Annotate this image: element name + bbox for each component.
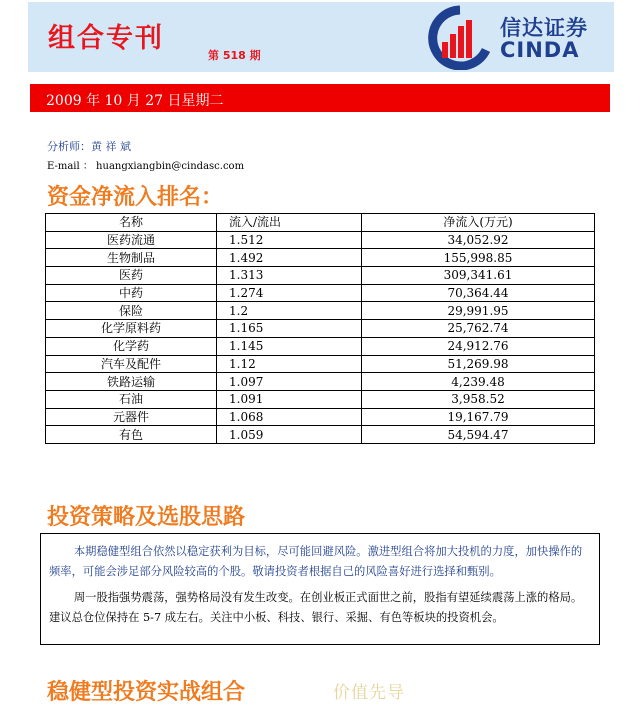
cell-ratio: 1.145 (217, 337, 362, 355)
cell-ratio: 1.313 (217, 267, 362, 285)
cell-name: 化学药 (46, 337, 217, 355)
cell-ratio: 1.068 (217, 408, 362, 426)
portfolio-section-title: 稳健型投资实战组合 (47, 680, 246, 705)
cell-ratio: 1.097 (217, 373, 362, 391)
cell-name: 石油 (46, 390, 217, 408)
cell-net-inflow: 309,341.61 (362, 267, 595, 285)
ranking-section-title: 资金净流入排名： (47, 185, 224, 210)
table-row (46, 373, 595, 391)
table-row (46, 302, 595, 320)
strategy-paragraph-1: 本期稳健型组合依然以稳定获利为目标，尽可能回避风险。激进型组合将加大投机的力度，加快操作的频率，可能会涉足部分风险较高的个股。敬请投资者根据自己的风险喜好进行选择和甄别。 (49, 545, 583, 578)
report-title: 组合专刊 (48, 23, 164, 54)
report-header (28, 2, 614, 72)
cell-name: 中药 (46, 284, 217, 302)
cell-name: 生物制品 (46, 249, 217, 267)
header-net-inflow: 净流入(万元) (362, 214, 595, 232)
net-inflow-table (45, 213, 595, 444)
cinda-logo (420, 4, 610, 70)
table-header-row (46, 214, 595, 232)
cell-name: 有色 (46, 426, 217, 444)
logo-english-text: CINDA (500, 38, 580, 62)
cell-ratio: 1.274 (217, 284, 362, 302)
table-row (46, 355, 595, 373)
strategy-text-box (40, 533, 600, 645)
cell-net-inflow: 29,991.95 (362, 302, 595, 320)
cell-ratio: 1.2 (217, 302, 362, 320)
cell-name: 元器件 (46, 408, 217, 426)
cell-net-inflow: 54,594.47 (362, 426, 595, 444)
cell-ratio: 1.12 (217, 355, 362, 373)
report-date: 2009 年 10 月 27 日星期二 (46, 93, 224, 109)
analyst-email[interactable]: E-mail ： huangxiangbin@cindasc.com (47, 161, 245, 172)
table-row (46, 231, 595, 249)
cell-net-inflow: 34,052.92 (362, 231, 595, 249)
table-row (46, 426, 595, 444)
table-row (46, 390, 595, 408)
cell-net-inflow: 4,239.48 (362, 373, 595, 391)
cell-net-inflow: 3,958.52 (362, 390, 595, 408)
cell-net-inflow: 24,912.76 (362, 337, 595, 355)
strategy-paragraph-2: 周一股指强势震荡，强势格局没有发生改变。在创业板正式面世之前，股指有望延续震荡上涨的格局。建议总仓位保持在 5-7 成左右。关注中小板、科技、银行、采掘、有色等板块的投资机会。 (49, 591, 583, 624)
table-row (46, 408, 595, 426)
table-row (46, 284, 595, 302)
cell-name: 医药 (46, 267, 217, 285)
issue-number: 第 518 期 (208, 49, 261, 62)
cell-net-inflow: 70,364.44 (362, 284, 595, 302)
cell-net-inflow: 25,762.74 (362, 320, 595, 338)
table-row (46, 337, 595, 355)
cell-net-inflow: 19,167.79 (362, 408, 595, 426)
header-ratio: 流入/流出 (217, 214, 362, 232)
cell-ratio: 1.091 (217, 390, 362, 408)
logo-chinese-text: 信达证券 (500, 16, 588, 40)
table-row (46, 249, 595, 267)
cinda-logo-icon (420, 4, 498, 70)
cell-name: 汽车及配件 (46, 355, 217, 373)
cell-ratio: 1.165 (217, 320, 362, 338)
cell-name: 化学原料药 (46, 320, 217, 338)
cell-ratio: 1.059 (217, 426, 362, 444)
cell-ratio: 1.492 (217, 249, 362, 267)
table-row (46, 267, 595, 285)
header-name: 名称 (46, 214, 217, 232)
table-row (46, 320, 595, 338)
date-bar (30, 84, 610, 112)
value-first-watermark: 价值先导 (333, 683, 405, 703)
cell-net-inflow: 155,998.85 (362, 249, 595, 267)
cell-ratio: 1.512 (217, 231, 362, 249)
analyst-name: 分析师：黄 祥 斌 (47, 140, 131, 153)
cell-net-inflow: 51,269.98 (362, 355, 595, 373)
strategy-section-title: 投资策略及选股思路 (47, 505, 246, 530)
cell-name: 保险 (46, 302, 217, 320)
cell-name: 医药流通 (46, 231, 217, 249)
cell-name: 铁路运输 (46, 373, 217, 391)
